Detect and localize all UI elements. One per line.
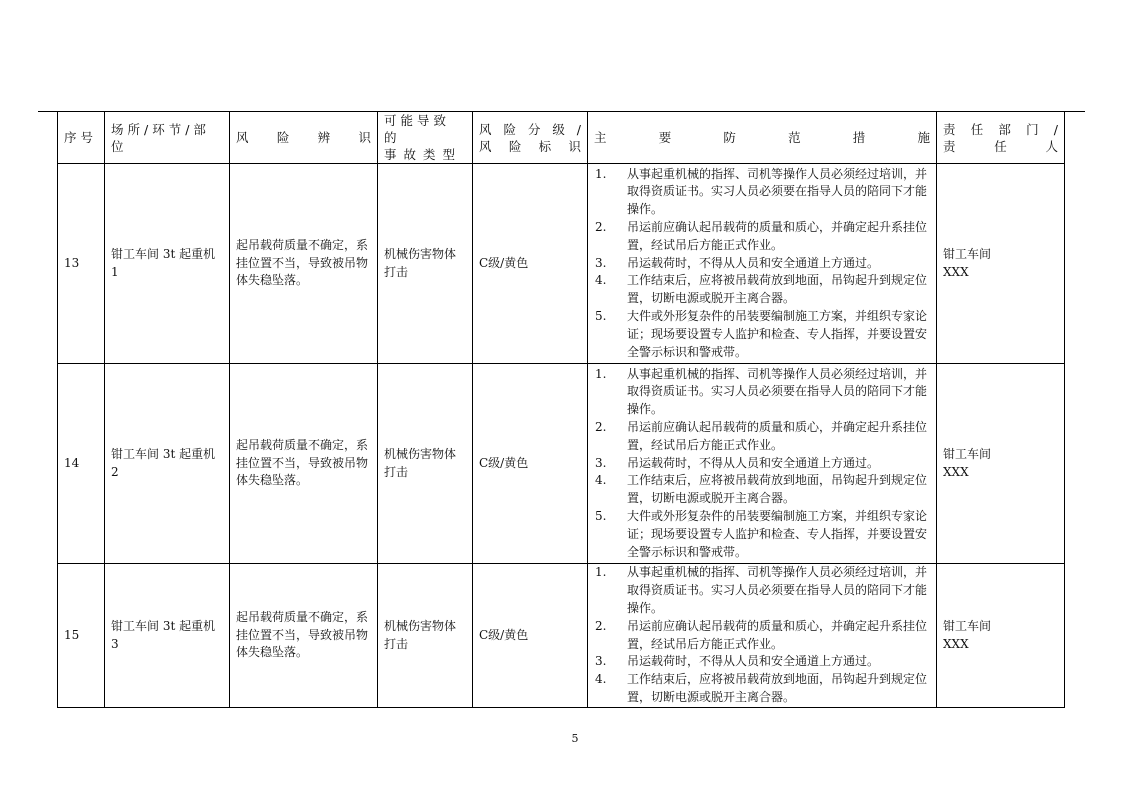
- measure-item: 3. 吊运载荷时，不得从人员和安全通道上方通过。: [595, 654, 880, 669]
- row-accident-type: 机械伤害物体打击: [378, 564, 473, 708]
- measure-item: 3. 吊运载荷时，不得从人员和安全通道上方通过。: [595, 455, 880, 470]
- row-risk: 起吊载荷质量不确定，系挂位置不当，导致被吊物体失稳坠落。: [230, 364, 378, 564]
- header-index: 序号: [58, 112, 105, 164]
- measures-list: [594, 564, 930, 706]
- row-accident-type: 机械伤害物体打击: [378, 364, 473, 564]
- page-number: 5: [571, 732, 579, 745]
- person: XXX: [943, 464, 969, 479]
- row-responsible: [937, 364, 1065, 564]
- header-measures: 主 要 防 范 措 施: [588, 112, 937, 164]
- header-location: 场所/环节/部位: [105, 112, 230, 164]
- table-row: [58, 564, 1065, 708]
- row-responsible: [937, 164, 1065, 364]
- measure-item: 1. 从事起重机械的指挥、司机等操作人员必须经过培训，并取得资质证书。实习人员必须要在指导人员的陪同下才能操作。: [595, 166, 928, 217]
- row-risk-level: C级/黄色: [473, 564, 588, 708]
- department: 钳工车间: [943, 446, 992, 461]
- row-responsible: [937, 564, 1065, 708]
- row-index: 13: [58, 164, 105, 364]
- person: XXX: [943, 636, 969, 651]
- row-risk-level: C级/黄色: [473, 164, 588, 364]
- header-accident-type: 可能导致的 事故类型: [378, 112, 473, 164]
- row-measures: [588, 364, 937, 564]
- header-risk-level: 风 险 分 级 / 风 险 标 识: [473, 112, 588, 164]
- row-index: 15: [58, 564, 105, 708]
- measure-item: 2. 吊运前应确认起吊载荷的质量和质心，并确定起升系挂位置，经试吊后方能正式作业。: [595, 220, 928, 252]
- measure-item: 4. 工作结束后，应将被吊载荷放到地面，吊钩起升到规定位置，切断电源或脱开主离合器。: [595, 672, 928, 704]
- row-index: 14: [58, 364, 105, 564]
- measure-item: 5. 大件或外形复杂件的吊装要编制施工方案，并组织专家论证；现场要设置专人监护和检查、专人指挥，并要设置安全警示标识和警戒带。: [595, 508, 928, 559]
- row-risk-level: C级/黄色: [473, 364, 588, 564]
- measure-item: 3. 吊运载荷时，不得从人员和安全通道上方通过。: [595, 255, 880, 270]
- department: 钳工车间: [943, 618, 992, 633]
- header-row: [58, 112, 1065, 164]
- row-location: 钳工车间 3t 起重机 1: [105, 164, 230, 364]
- measures-list: [594, 166, 930, 362]
- row-measures: [588, 164, 937, 364]
- table-row: [58, 364, 1065, 564]
- measures-list: [594, 366, 930, 562]
- measure-item: 1. 从事起重机械的指挥、司机等操作人员必须经过培训，并取得资质证书。实习人员必须要在指导人员的陪同下才能操作。: [595, 366, 928, 417]
- row-risk: 起吊载荷质量不确定，系挂位置不当，导致被吊物体失稳坠落。: [230, 564, 378, 708]
- row-accident-type: 机械伤害物体打击: [378, 164, 473, 364]
- measure-item: 2. 吊运前应确认起吊载荷的质量和质心，并确定起升系挂位置，经试吊后方能正式作业。: [595, 618, 928, 651]
- risk-table: [57, 111, 1065, 708]
- table-row: [58, 164, 1065, 364]
- measure-item: 2. 吊运前应确认起吊载荷的质量和质心，并确定起升系挂位置，经试吊后方能正式作业。: [595, 420, 928, 452]
- row-location: 钳工车间 3t 起重机 3: [105, 564, 230, 708]
- row-measures: [588, 564, 937, 708]
- measure-item: 4. 工作结束后，应将被吊载荷放到地面，吊钩起升到规定位置，切断电源或脱开主离合器。: [595, 273, 928, 306]
- header-responsible: 责 任 部 门 / 责 任 人: [937, 112, 1065, 164]
- measure-item: 4. 工作结束后，应将被吊载荷放到地面，吊钩起升到规定位置，切断电源或脱开主离合器。: [595, 473, 928, 506]
- row-risk: 起吊载荷质量不确定，系挂位置不当，导致被吊物体失稳坠落。: [230, 164, 378, 364]
- person: XXX: [943, 264, 969, 279]
- header-risk-identification: 风 险 辨 识: [230, 112, 378, 164]
- department: 钳工车间: [943, 246, 992, 261]
- measure-item: 5. 大件或外形复杂件的吊装要编制施工方案，并组织专家论证；现场要设置专人监护和检查、专人指挥，并要设置安全警示标识和警戒带。: [595, 308, 928, 359]
- measure-item: 1. 从事起重机械的指挥、司机等操作人员必须经过培训，并取得资质证书。实习人员必须要在指导人员的陪同下才能操作。: [595, 565, 928, 615]
- row-location: 钳工车间 3t 起重机 2: [105, 364, 230, 564]
